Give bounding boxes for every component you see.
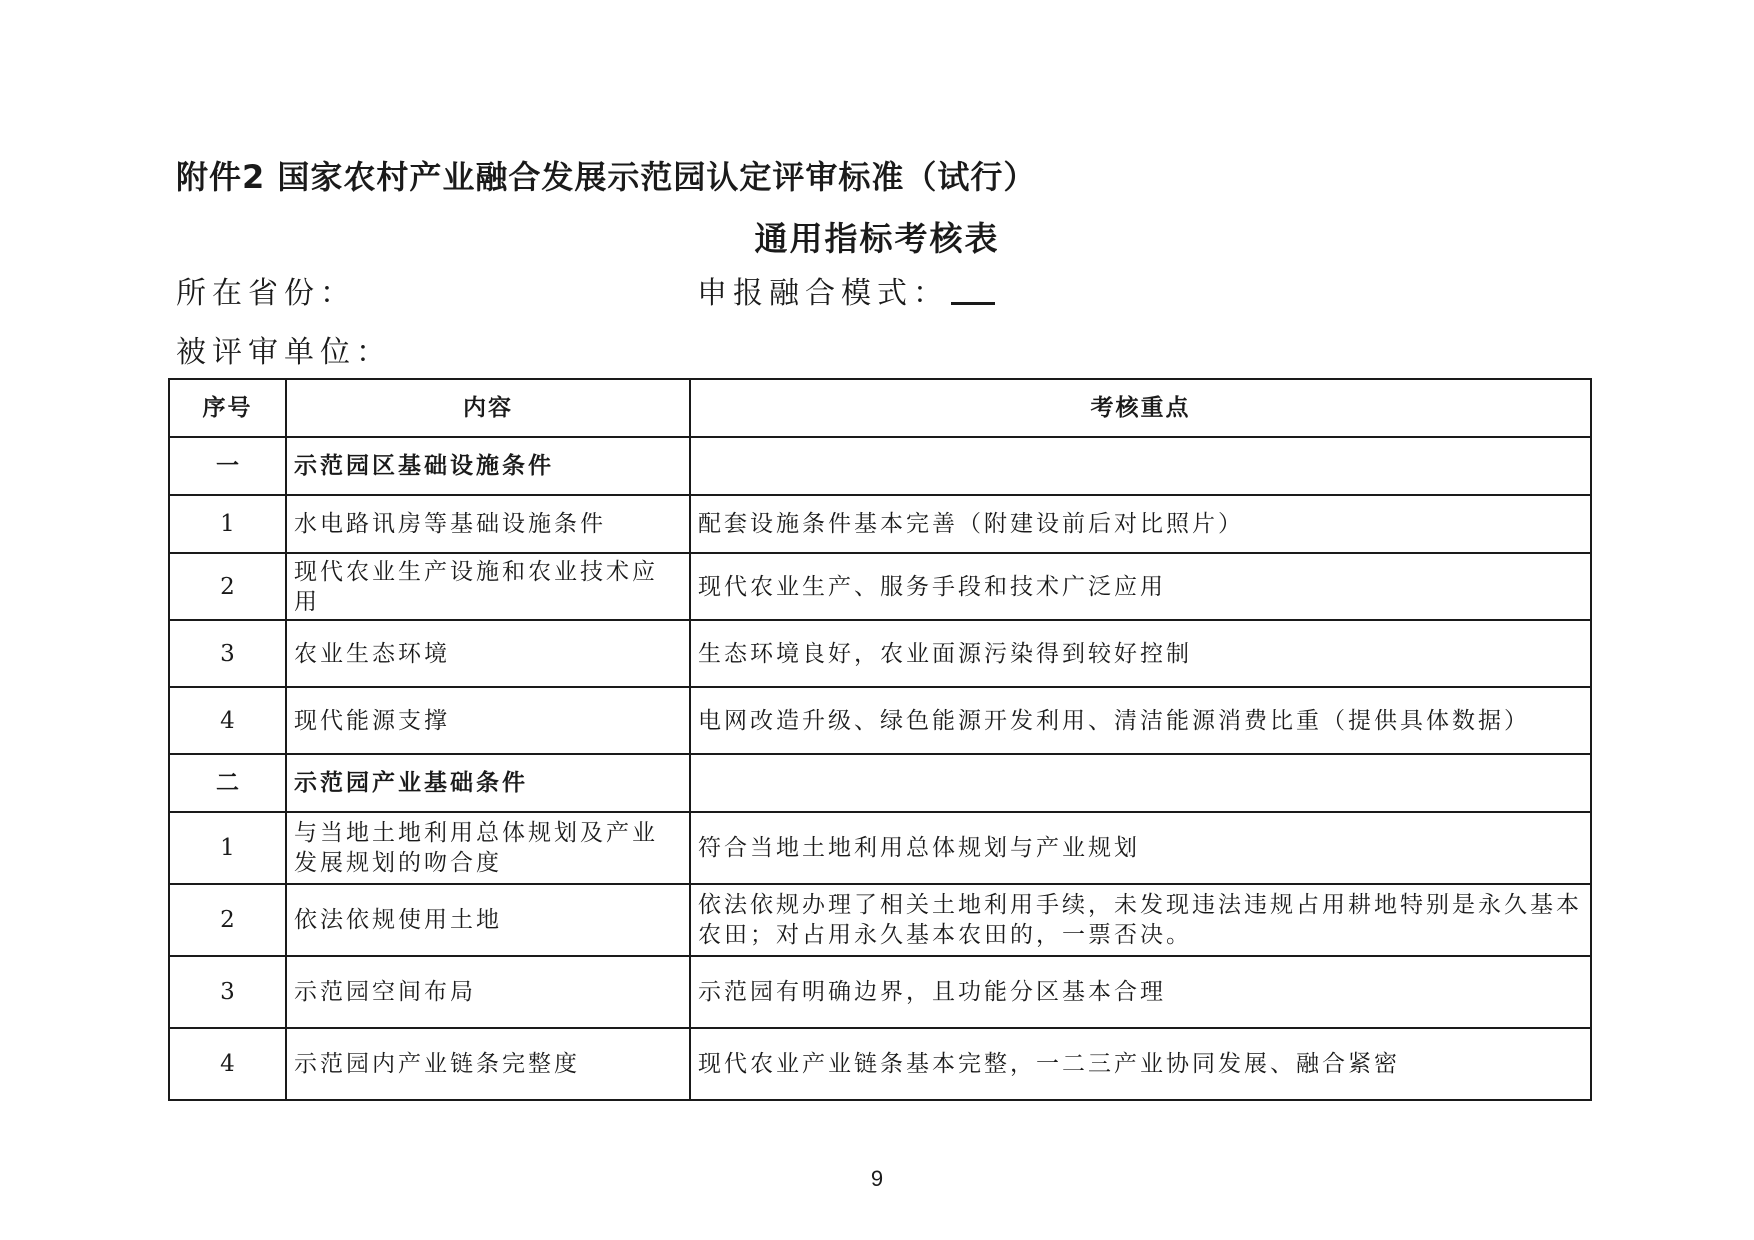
province-label: 所在省份： (176, 276, 356, 311)
section-number: 一 (169, 437, 286, 495)
row-number: 3 (169, 956, 286, 1028)
row-content: 依法依规使用土地 (286, 884, 690, 956)
table-row (169, 687, 1591, 754)
table-row (169, 553, 1591, 620)
table-row (169, 495, 1591, 553)
reviewed-unit-label: 被评审单位： (176, 335, 392, 370)
province-field (176, 268, 356, 312)
row-focus: 生态环境良好，农业面源污染得到较好控制 (690, 620, 1591, 687)
section-empty-cell (690, 437, 1591, 495)
header-serial: 序号 (169, 379, 286, 437)
row-number: 1 (169, 812, 286, 884)
table-row (169, 620, 1591, 687)
page-number: 9 (870, 1166, 884, 1191)
reviewed-unit-field (176, 327, 392, 371)
section-number: 二 (169, 754, 286, 812)
row-number: 2 (169, 553, 286, 620)
fusion-mode-blank (951, 274, 995, 305)
document-title: 附件2 国家农村产业融合发展示范园认定评审标准（试行） (176, 158, 1037, 196)
indicator-table (168, 378, 1592, 1101)
section-row (169, 754, 1591, 812)
row-number: 4 (169, 1028, 286, 1100)
table-row (169, 812, 1591, 884)
row-focus: 现代农业产业链条基本完整，一二三产业协同发展、融合紧密 (690, 1028, 1591, 1100)
section-title: 示范园产业基础条件 (286, 754, 690, 812)
fusion-mode-field (697, 268, 995, 312)
row-focus: 配套设施条件基本完善（附建设前后对比照片） (690, 495, 1591, 553)
row-content: 示范园内产业链条完整度 (286, 1028, 690, 1100)
row-focus: 示范园有明确边界，且功能分区基本合理 (690, 956, 1591, 1028)
header-content: 内容 (286, 379, 690, 437)
row-content: 与当地土地利用总体规划及产业发展规划的吻合度 (286, 812, 690, 884)
table-row (169, 1028, 1591, 1100)
row-content: 现代能源支撑 (286, 687, 690, 754)
section-title: 示范园区基础设施条件 (286, 437, 690, 495)
section-empty-cell (690, 754, 1591, 812)
row-number: 1 (169, 495, 286, 553)
row-focus: 现代农业生产、服务手段和技术广泛应用 (690, 553, 1591, 620)
row-focus: 符合当地土地利用总体规划与产业规划 (690, 812, 1591, 884)
row-number: 3 (169, 620, 286, 687)
table-title: 通用指标考核表 (754, 219, 1000, 258)
table-row (169, 884, 1591, 956)
row-focus: 依法依规办理了相关土地利用手续，未发现违法违规占用耕地特别是永久基本农田；对占用永久基本农田的，一票否决。 (690, 884, 1591, 956)
row-number: 4 (169, 687, 286, 754)
table-header-row (169, 379, 1591, 437)
fusion-mode-label: 申报融合模式： (697, 276, 949, 311)
section-row (169, 437, 1591, 495)
row-content: 水电路讯房等基础设施条件 (286, 495, 690, 553)
row-content: 示范园空间布局 (286, 956, 690, 1028)
table-row (169, 956, 1591, 1028)
header-focus: 考核重点 (690, 379, 1591, 437)
row-content: 农业生态环境 (286, 620, 690, 687)
row-focus: 电网改造升级、绿色能源开发利用、清洁能源消费比重（提供具体数据） (690, 687, 1591, 754)
row-number: 2 (169, 884, 286, 956)
row-content: 现代农业生产设施和农业技术应用 (286, 553, 690, 620)
